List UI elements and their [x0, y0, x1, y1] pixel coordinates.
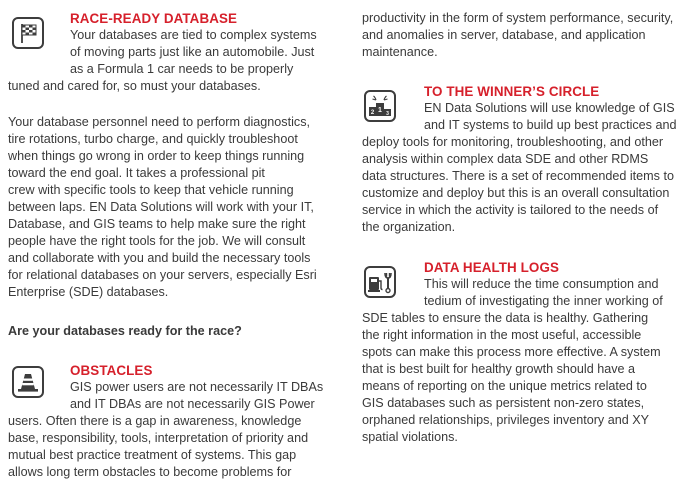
paragraph-line: between laps. EN Data Solutions will work with your IT, [8, 200, 314, 214]
paragraph-line: Database, and GIS teams to help make sure the right [8, 217, 306, 231]
health-logs-line: orphaned relationships, privileges inventory and XY [362, 413, 650, 427]
winners-circle-line: analysis within complex data SDE and other RDMS [362, 152, 649, 166]
paragraph-line: for relational databases on your servers, especially Esri [8, 268, 317, 282]
winners-circle-line: data structures. There is a set of recommended items to [362, 169, 674, 183]
health-logs-line: This will reduce the time consumption and [424, 277, 659, 291]
winners-circle-line: customize and deploy but this is an overall consultation [362, 186, 670, 200]
paragraph-line: toward the end goal. It takes a professional pit [8, 166, 265, 180]
traffic-cone-icon [12, 366, 44, 398]
paragraph-line: crew with specific tools to keep that vehicle running [8, 183, 294, 197]
health-logs-line: that is best built for healthy growth should have a [362, 362, 636, 376]
paragraph-line: Enterprise (SDE) databases. [8, 285, 169, 299]
winners-circle-line: deploy tools for monitoring, troubleshooting, and other [362, 135, 664, 149]
obstacles-heading: OBSTACLES [70, 363, 153, 378]
winners-circle-line: EN Data Solutions will use knowledge of GIS [424, 101, 675, 115]
podium-icon [364, 90, 396, 122]
obstacles-line: allows long term obstacles to become problems for [8, 465, 292, 479]
race-ready-line: tuned and cared for, so must your databases. [8, 79, 261, 93]
continuation-line: productivity in the form of system performance, security, [362, 11, 674, 25]
health-logs-heading: DATA HEALTH LOGS [424, 260, 559, 275]
health-logs-line: SDE tables to ensure the data is healthy. Gathering [362, 311, 649, 325]
race-ready-line: as a Formula 1 car needs to be properly [70, 62, 294, 76]
obstacles-line: users. Often there is a gap in awareness, knowledge [8, 414, 302, 428]
winners-circle-line: service in which the activity is tailored to the needs of [362, 203, 659, 217]
health-logs-line: GIS databases such as persistent non-zero states, [362, 396, 645, 410]
health-logs-line: the right information in the most useful, accessible [362, 328, 642, 342]
podium-number: 3 [386, 111, 389, 117]
race-ready-heading: RACE-READY DATABASE [70, 11, 238, 26]
obstacles-line: and IT DBAs are not necessarily GIS Power [70, 397, 315, 411]
race-question: Are your databases ready for the race? [8, 324, 242, 338]
continuation-line: and anomalies in server, database, and application [362, 28, 646, 42]
paragraph-line: when things go wrong in order to keep things running [8, 149, 305, 163]
race-ready-line: Your databases are tied to complex systems [70, 28, 317, 42]
obstacles-line: base, responsibility, tools, interpretation of priority and [8, 431, 309, 445]
winners-circle-line: the organization. [362, 220, 456, 234]
gas-pump-wrench-icon [364, 266, 396, 298]
checkered-flag-icon [12, 17, 44, 49]
health-logs-line: spots can make this process more effective. A system [362, 345, 661, 359]
winners-circle-heading: TO THE WINNER’S CIRCLE [424, 84, 600, 99]
obstacles-line: mutual best practice treatment of systems. This gap [8, 448, 297, 462]
health-logs-line: means of reporting on the unique metrics related to [362, 379, 647, 393]
paragraph-line: tire rotations, turbo charge, and quickly troubleshoot [8, 132, 298, 146]
health-logs-line: tedium of investigating the inner working of [424, 294, 663, 308]
paragraph-line: and collaborate with you and build the necessary tools [8, 251, 311, 265]
podium-number: 1 [378, 107, 382, 114]
continuation-line: maintenance. [362, 45, 438, 59]
paragraph-line: Your database personnel need to perform diagnostics, [8, 115, 310, 129]
winners-circle-line: and IT systems to build up best practices and [424, 118, 677, 132]
podium-number: 2 [370, 110, 375, 116]
obstacles-line: GIS power users are not necessarily IT DBAs [70, 380, 324, 394]
race-ready-line: of moving parts just like an automobile. Just [70, 45, 315, 59]
paragraph-line: people have the right tools for the job. We will consult [8, 234, 306, 248]
health-logs-line: spatial violations. [362, 430, 458, 444]
